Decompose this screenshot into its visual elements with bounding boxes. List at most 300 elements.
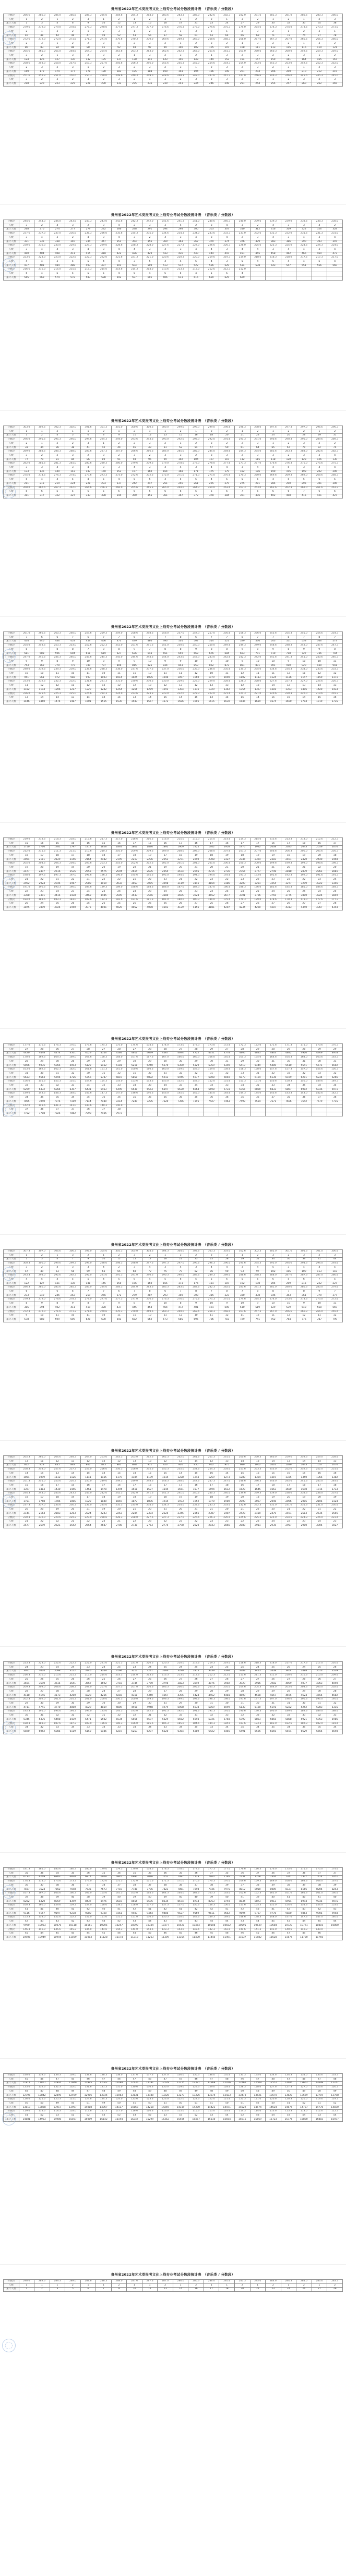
table-cell: 8437: [80, 1900, 96, 1904]
table-cell: 172: [34, 70, 50, 74]
table-cell: 4: [250, 260, 266, 264]
row-label: 人数: [4, 878, 19, 882]
table-cell: 2534: [312, 1512, 327, 1516]
table-cell: 2: [296, 30, 312, 34]
table-cell: 7016: [142, 1876, 158, 1880]
table-cell: 23: [173, 1520, 188, 1524]
table-cell: 27: [312, 2288, 327, 2292]
table-cell: 1: [219, 30, 235, 34]
table-cell: 6597: [158, 1088, 173, 1092]
table-cell: 182.6: [281, 1722, 296, 1726]
seal-icon: [2, 1267, 16, 1281]
table-cell: 12: [281, 684, 296, 688]
table-cell: 152.3: [188, 1080, 204, 1084]
table-cell: 5855: [266, 1718, 281, 1722]
table-cell: [312, 1104, 327, 1108]
table-cell: 7710: [111, 1888, 127, 1892]
table-cell: 4393: [327, 906, 343, 910]
table-cell: 6698: [327, 1730, 343, 1734]
table-cell: 267.3: [266, 38, 281, 42]
table-cell: [266, 268, 281, 272]
table-cell: 26: [65, 1678, 81, 1682]
table-cell: 254.3: [204, 1468, 219, 1472]
table-cell: 13620: [281, 2094, 296, 2098]
table-cell: 272.3: [34, 38, 50, 42]
table-cell: 41: [266, 1908, 281, 1912]
table-cell: 232.6: [234, 1504, 250, 1508]
table-cell: 2: [281, 54, 296, 58]
table-cell: 259.3: [312, 50, 327, 54]
table-cell: 225: [65, 82, 81, 86]
table-cell: 124.6: [80, 2098, 96, 2102]
table-cell: 718: [281, 652, 296, 656]
table-row: [4, 2283, 343, 2288]
table-cell: 34: [96, 1726, 112, 1730]
table-cell: 34: [188, 1084, 204, 1088]
table-cell: 9116: [19, 1912, 34, 1916]
table-cell: 21: [188, 1508, 204, 1512]
table-cell: 229.6: [173, 680, 188, 684]
table-cell: 37: [312, 1096, 327, 1100]
table-cell: 286.3: [19, 1286, 34, 1290]
table-cell: 5819: [111, 1076, 127, 1080]
table-cell: 7: [19, 636, 34, 640]
table-cell: 113: [312, 1270, 327, 1274]
table-cell: 1: [34, 442, 50, 446]
table-cell: 277.6: [111, 26, 127, 30]
row-label: 分数段: [4, 1104, 19, 1108]
table-row: [4, 2101, 343, 2106]
table-cell: 257: [281, 82, 296, 86]
table-cell: 269.0: [188, 38, 204, 42]
table-cell: 23: [296, 1520, 312, 1524]
table-cell: 271.3: [188, 474, 204, 478]
table-cell: 11: [204, 1314, 219, 1318]
table-cell: 1828: [96, 846, 112, 850]
row-label: 累计人数: [4, 1900, 19, 1904]
table-cell: 7825: [50, 1112, 65, 1116]
table-cell: 270.3: [127, 38, 142, 42]
table-cell: 303: [204, 228, 219, 232]
table-cell: 274.6: [234, 1298, 250, 1302]
table-cell: 136.3: [188, 2074, 204, 2078]
table-cell: 38: [80, 1895, 96, 1900]
table-cell: 240.0: [19, 668, 34, 672]
table-cell: 139.6: [34, 2074, 50, 2078]
table-cell: 286.3: [34, 14, 50, 18]
table-cell: 14: [173, 2288, 188, 2292]
table-cell: 268.3: [219, 38, 235, 42]
table-cell: 251.0: [50, 74, 65, 78]
table-cell: 213.6: [266, 838, 281, 842]
table-cell: 133: [19, 470, 34, 474]
row-label: 累计人数: [4, 494, 19, 498]
table-cell: 49: [142, 446, 158, 450]
table-cell: 239.3: [50, 668, 65, 672]
table-cell: 263.0: [142, 50, 158, 54]
row-label: 累计人数: [4, 434, 19, 438]
table-cell: 15: [65, 1484, 81, 1488]
table-cell: 2: [327, 442, 343, 446]
table-cell: 402: [266, 494, 281, 498]
table-cell: 14: [204, 696, 219, 700]
table-cell: 127: [34, 1282, 50, 1286]
table-cell: 75: [158, 1270, 173, 1274]
table-cell: 180.0: [80, 1868, 96, 1872]
table-cell: 1: [50, 54, 65, 58]
table-cell: 7: [204, 636, 219, 640]
table-cell: 5: [80, 1278, 96, 1282]
table-cell: 67: [281, 446, 296, 450]
table-cell: 6: [158, 1290, 173, 1294]
table-cell: 248.6: [142, 1480, 158, 1484]
table-cell: 2687: [96, 1524, 112, 1528]
table-cell: 13131: [127, 2094, 142, 2098]
table-cell: 295.6: [34, 438, 50, 442]
table-cell: 262.3: [173, 50, 188, 54]
table-cell: 298.3: [111, 1262, 127, 1266]
table-cell: 2: [219, 430, 235, 434]
row-label: 分数段: [4, 874, 19, 878]
table-cell: 182.0: [111, 898, 127, 902]
table-cell: 247.6: [204, 74, 219, 78]
table-cell: 25: [50, 902, 65, 906]
table-cell: 16: [158, 842, 173, 846]
table-row: [4, 636, 343, 640]
table-cell: 17: [250, 1484, 266, 1488]
table-cell: 202.0: [158, 862, 173, 866]
table-cell: 176.6: [234, 1868, 250, 1872]
table-cell: 13: [173, 684, 188, 688]
table-cell: 201.3: [188, 862, 204, 866]
table-cell: 218.0: [281, 256, 296, 260]
table-cell: 259: [80, 1294, 96, 1298]
table-cell: 230.0: [158, 680, 173, 684]
table-cell: 42: [204, 1908, 219, 1912]
table-cell: 256.0: [250, 632, 266, 636]
table-cell: 47: [250, 2077, 266, 2082]
table-cell: 5: [281, 466, 296, 470]
table-cell: 4: [96, 1266, 112, 1270]
table-cell: 10: [188, 1314, 204, 1318]
table-cell: 5602: [327, 1064, 343, 1068]
table-cell: 300.6: [327, 1250, 343, 1254]
table-cell: 1: [204, 2283, 219, 2288]
table-cell: 1288: [234, 1476, 250, 1480]
table-cell: 4: [34, 272, 50, 276]
table-cell: 127: [50, 58, 65, 62]
table-cell: 191.6: [188, 1710, 204, 1714]
table-cell: 135.6: [219, 2074, 235, 2078]
table-cell: 148.0: [65, 1092, 81, 1096]
table-cell: 282.0: [19, 462, 34, 466]
seal-icon: [2, 1494, 16, 1508]
table-cell: 10: [80, 660, 96, 664]
table-cell: 4256: [96, 1694, 112, 1698]
table-cell: 1350: [296, 1476, 312, 1480]
table-row: [4, 1484, 343, 1488]
table-cell: 4: [266, 224, 281, 228]
table-cell: 21: [127, 878, 142, 882]
table-cell: 127.0: [296, 2086, 312, 2090]
table-cell: 134.0: [296, 2074, 312, 2078]
table-cell: 2: [142, 30, 158, 34]
table-cell: 15037: [65, 2118, 81, 2122]
table-cell: 5: [111, 1278, 127, 1282]
table-cell: 4: [188, 236, 204, 240]
table-cell: 136.6: [173, 2074, 188, 2078]
page-divider: [0, 410, 346, 411]
table-cell: 246.0: [65, 656, 81, 660]
table-cell: 305.6: [96, 1250, 112, 1254]
table-cell: 272.3: [19, 1310, 34, 1314]
table-cell: 5: [173, 272, 188, 276]
table-cell: 57: [158, 34, 173, 38]
table-cell: 297.6: [142, 1262, 158, 1266]
table-cell: 250.0: [204, 644, 219, 648]
table-cell: 213.3: [173, 268, 188, 272]
table-row: [4, 70, 343, 74]
table-cell: 264.0: [204, 486, 219, 490]
table-cell: 372: [188, 494, 204, 498]
table-cell: [142, 1104, 158, 1108]
table-cell: 51: [127, 2101, 142, 2106]
table-cell: 220.6: [266, 692, 281, 696]
table-cell: 5756: [80, 1076, 96, 1080]
table-cell: 7341: [281, 1876, 296, 1880]
table-cell: 140: [50, 470, 65, 474]
table-cell: 24: [80, 890, 96, 894]
table-cell: 2: [234, 54, 250, 58]
table-cell: 29: [188, 1060, 204, 1064]
table-cell: 261.6: [188, 1456, 204, 1460]
table-cell: 50: [219, 2101, 235, 2106]
table-cell: 18: [204, 434, 219, 438]
table-cell: 18: [158, 1496, 173, 1500]
table-cell: 5122: [80, 1064, 96, 1068]
table-cell: 1: [19, 22, 34, 26]
table-cell: 168: [173, 470, 188, 474]
table-cell: 125.3: [50, 2098, 65, 2102]
table-cell: 128.3: [234, 2086, 250, 2090]
table-cell: 1406: [296, 688, 312, 692]
table-cell: 2: [34, 224, 50, 228]
table-cell: 5629: [158, 1718, 173, 1722]
table-cell: 38: [312, 1884, 327, 1888]
table-cell: 6664: [188, 1088, 204, 1092]
table-cell: 10595: [234, 1924, 250, 1928]
table-cell: 662: [142, 1318, 158, 1322]
table-row: [4, 1698, 343, 1702]
table-cell: 167: [327, 58, 343, 62]
table-cell: 5152: [96, 1064, 112, 1068]
table-cell: 29: [281, 1048, 296, 1052]
table-cell: 236.3: [65, 1504, 81, 1508]
table-cell: 148.0: [266, 1916, 281, 1920]
table-cell: 126.0: [19, 2098, 34, 2102]
table-cell: 4452: [204, 1694, 219, 1698]
table-cell: 233.6: [312, 668, 327, 672]
row-label: 累计人数: [4, 1464, 19, 1468]
table-cell: 21: [50, 878, 65, 882]
table-cell: 181.3: [142, 898, 158, 902]
table-cell: 260.0: [281, 50, 296, 54]
row-label: 人数: [4, 1496, 19, 1500]
table-cell: 20: [173, 1508, 188, 1512]
table-cell: 2059: [312, 846, 327, 850]
table-cell: 303.3: [204, 1250, 219, 1254]
table-cell: 200.6: [96, 1698, 112, 1702]
table-cell: 243.6: [173, 656, 188, 660]
table-cell: 25: [219, 1666, 235, 1670]
table-cell: 2935: [266, 1524, 281, 1528]
table-cell: 236.6: [50, 1504, 65, 1508]
table-cell: 235.3: [111, 1504, 127, 1508]
table-cell: 1: [312, 54, 327, 58]
table-cell: 30: [250, 1060, 266, 1064]
table-cell: 36: [173, 1096, 188, 1100]
table-cell: 5: [266, 260, 281, 264]
table-cell: 215.3: [188, 838, 204, 842]
table-cell: 18: [219, 1484, 235, 1488]
table-cell: 304.6: [142, 1250, 158, 1254]
table-cell: 206.6: [266, 850, 281, 854]
row-label: 分数段: [4, 1904, 19, 1908]
table-cell: 188.3: [142, 886, 158, 890]
table-cell: 23: [204, 878, 219, 882]
table-cell: 303.0: [19, 426, 34, 430]
table-cell: 178.3: [281, 898, 296, 902]
table-cell: 1494: [111, 1488, 127, 1492]
table-cell: 736: [312, 652, 327, 656]
table-cell: 11400: [188, 1936, 204, 1940]
table-cell: 7598: [65, 1888, 81, 1892]
table-cell: 46: [111, 1932, 127, 1936]
row-label: 累计人数: [4, 470, 19, 474]
table-cell: 426: [127, 252, 142, 256]
table-cell: 7: [158, 636, 173, 640]
table-cell: 274: [50, 228, 65, 232]
table-cell: 44: [34, 1932, 50, 1936]
table-cell: 35: [96, 1872, 112, 1876]
table-cell: 246.0: [281, 74, 296, 78]
table-cell: 2575: [96, 870, 112, 874]
table-cell: 35: [188, 1726, 204, 1730]
table-cell: 84: [65, 458, 81, 462]
table-cell: 40: [65, 1895, 81, 1900]
table-cell: 5725: [204, 1718, 219, 1722]
table-cell: 27: [234, 902, 250, 906]
table-cell: 12416: [219, 2082, 235, 2086]
page-section: [0, 206, 346, 412]
table-cell: 601: [142, 276, 158, 280]
table-cell: 288.3: [50, 450, 65, 454]
table-cell: 255.0: [173, 1468, 188, 1472]
table-cell: 1035: [142, 676, 158, 680]
table-cell: 27: [65, 1690, 81, 1694]
row-label: 人数: [4, 1666, 19, 1670]
table-cell: 1557: [142, 700, 158, 704]
table-cell: 21: [142, 866, 158, 870]
table-cell: 231.6: [80, 680, 96, 684]
row-label: 分数段: [4, 850, 19, 854]
table-cell: 24: [312, 1520, 327, 1524]
table-cell: 2967: [65, 882, 81, 886]
table-cell: 215.6: [173, 838, 188, 842]
table-cell: 2911: [250, 1524, 266, 1528]
table-cell: 4420: [19, 1052, 34, 1056]
table-cell: 37: [234, 1884, 250, 1888]
table-row: [4, 58, 343, 62]
table-row: [4, 232, 343, 236]
table-cell: 296.6: [188, 1262, 204, 1266]
table-cell: 1: [50, 2283, 65, 2288]
page-divider: [0, 2264, 346, 2265]
table-cell: 271.6: [65, 38, 81, 42]
table-cell: 283.0: [188, 14, 204, 18]
table-cell: 28: [266, 1048, 281, 1052]
table-cell: 172.0: [250, 1044, 266, 1048]
table-cell: 209.0: [34, 1686, 50, 1690]
table-row: [4, 1072, 343, 1076]
table-row: [4, 1258, 343, 1262]
table-cell: 251.0: [158, 644, 173, 648]
table-cell: 32: [34, 1726, 50, 1730]
table-cell: 25: [296, 890, 312, 894]
row-label: 分数段: [4, 2110, 19, 2114]
table-row: [4, 1500, 343, 1504]
table-cell: 17: [327, 842, 343, 846]
table-row: [4, 1524, 343, 1528]
table-cell: 15: [158, 696, 173, 700]
table-cell: 279.0: [158, 462, 173, 466]
table-cell: 12228: [158, 2082, 173, 2086]
table-cell: 9: [19, 660, 34, 664]
table-cell: 1170: [111, 1476, 127, 1480]
table-cell: 280.0: [312, 1286, 327, 1290]
table-cell: 36: [327, 1096, 343, 1100]
table-cell: 166.0: [204, 1056, 219, 1060]
table-cell: 2: [234, 66, 250, 70]
table-cell: 246.3: [250, 1480, 266, 1484]
table-cell: 11039: [65, 1936, 81, 1940]
table-cell: 212.0: [19, 850, 34, 854]
table-cell: 29: [234, 1060, 250, 1064]
table-cell: 37: [111, 1884, 127, 1888]
table-cell: 19: [173, 1496, 188, 1500]
table-cell: 6152: [80, 1730, 96, 1734]
table-cell: 291: [142, 228, 158, 232]
table-cell: 23: [142, 890, 158, 894]
table-cell: 40: [19, 34, 34, 38]
table-cell: 12: [204, 1460, 219, 1464]
table-cell: 4: [266, 478, 281, 482]
table-cell: 180.6: [50, 1868, 65, 1872]
table-cell: 170.3: [327, 1044, 343, 1048]
table-cell: 144.3: [234, 1092, 250, 1096]
table-cell: 7: [96, 2288, 112, 2292]
table-cell: 147.0: [111, 1092, 127, 1096]
table-cell: 2: [281, 442, 296, 446]
table-cell: 29: [312, 434, 327, 438]
table-cell: 68: [127, 1270, 142, 1274]
table-cell: 1: [50, 42, 65, 46]
table-cell: 3: [96, 224, 112, 228]
table-cell: 2327: [219, 858, 235, 862]
table-cell: 1397: [19, 1488, 34, 1492]
table-row: [4, 1318, 343, 1322]
table-cell: 183.0: [65, 898, 81, 902]
